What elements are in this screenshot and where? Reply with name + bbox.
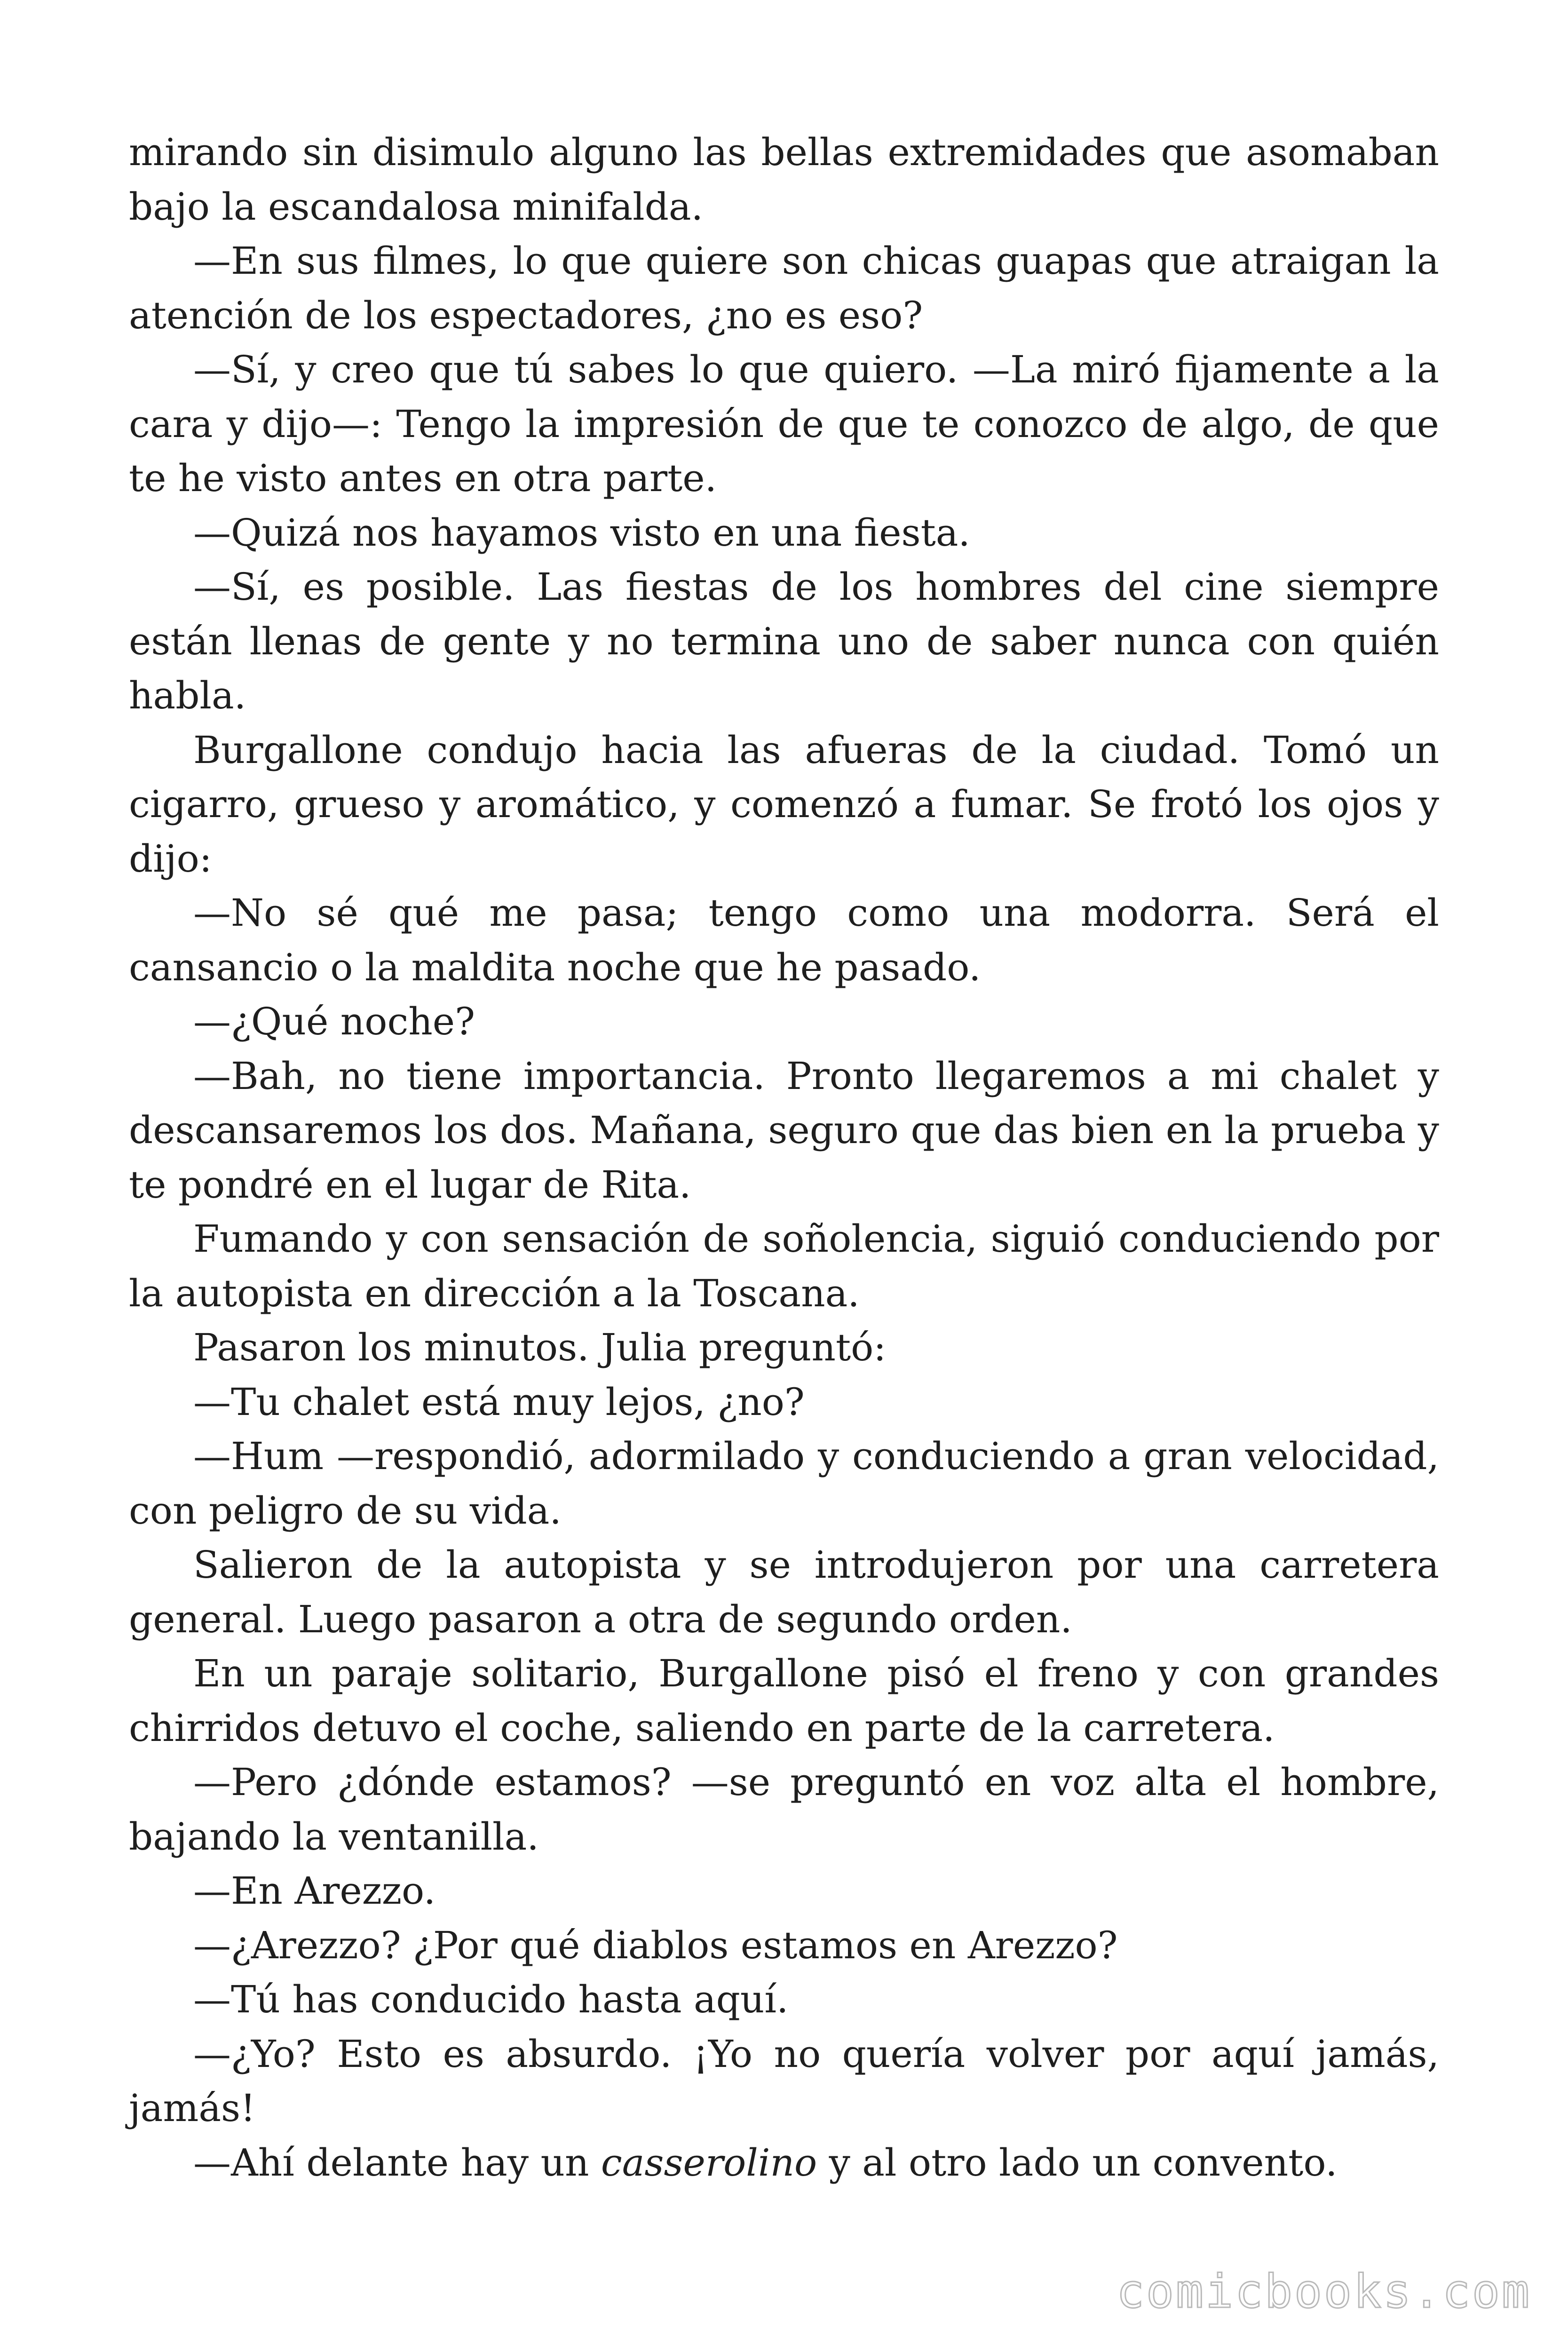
paragraph: Pasaron los minutos. Julia preguntó: [193,1326,887,1369]
paragraph: —¿Qué noche? [193,1000,475,1043]
paragraph: Fumando y con sensación de soñolencia, siguió conduciendo por la autopista en dirección a la Toscana. [129,1217,1439,1315]
paragraph: —Tú has conducido hasta aquí. [193,1978,789,2021]
paragraph: —Tu chalet está muy lejos, ¿no? [193,1380,805,1424]
paragraph-text-before: —Ahí delante hay un [193,2140,601,2185]
paragraph: Burgallone condujo hacia las afueras de la ciudad. Tomó un cigarro, grueso y aromático, y comenzó a fumar. Se frotó los ojos y dijo: [129,728,1439,881]
paragraph: —Bah, no tiene importancia. Pronto llegaremos a mi chalet y descansaremos los dos. Mañana, seguro que das bien en la prueba y te pondré en el lugar de Rita. [129,1054,1439,1207]
paragraph: —Sí, es posible. Las fiestas de los hombres del cine siempre están llenas de gente y no termina uno de saber nunca con quién habla. [129,565,1439,717]
paragraph: mirando sin disimulo alguno las bellas extremidades que asomaban bajo la escandalosa minifalda. [129,130,1439,229]
paragraph: —¿Yo? Esto es absurdo. ¡Yo no quería volver por aquí jamás, jamás! [129,2032,1439,2130]
page-body-text [129,125,1439,2190]
paragraph: —Hum —respondió, adormilado y conduciendo a gran velocidad, con peligro de su vida. [129,1434,1439,1533]
italic-term: casserolino [601,2140,817,2185]
paragraph: —Quizá nos hayamos visto en una fiesta. [193,510,970,555]
watermark: comicbooks.com [1116,2265,1531,2319]
paragraph-last [129,2136,1439,2190]
paragraph-text-after: y al otro lado un convento. [817,2140,1338,2185]
paragraph: —En sus filmes, lo que quiere son chicas guapas que atraigan la atención de los espectadores, ¿no es eso? [129,239,1439,337]
paragraph: En un paraje solitario, Burgallone pisó el freno y con grandes chirridos detuvo el coche, saliendo en parte de la carretera. [129,1652,1439,1750]
paragraph: Salieron de la autopista y se introdujeron por una carretera general. Luego pasaron a otra de segundo orden. [129,1543,1439,1641]
paragraph: —¿Arezzo? ¿Por qué diablos estamos en Arezzo? [193,1923,1118,1967]
paragraph: —Sí, y creo que tú sabes lo que quiero. —La miró fijamente a la cara y dijo—: Tengo la impresión de que te conozco de algo, de que te he visto antes en otra parte. [129,348,1439,500]
paragraph: —En Arezzo. [193,1869,436,1913]
paragraph: —Pero ¿dónde estamos? —se preguntó en voz alta el hombre, bajando la ventanilla. [129,1760,1439,1859]
paragraph: —No sé qué me pasa; tengo como una modorra. Será el cansancio o la maldita noche que he pasado. [129,891,1439,989]
